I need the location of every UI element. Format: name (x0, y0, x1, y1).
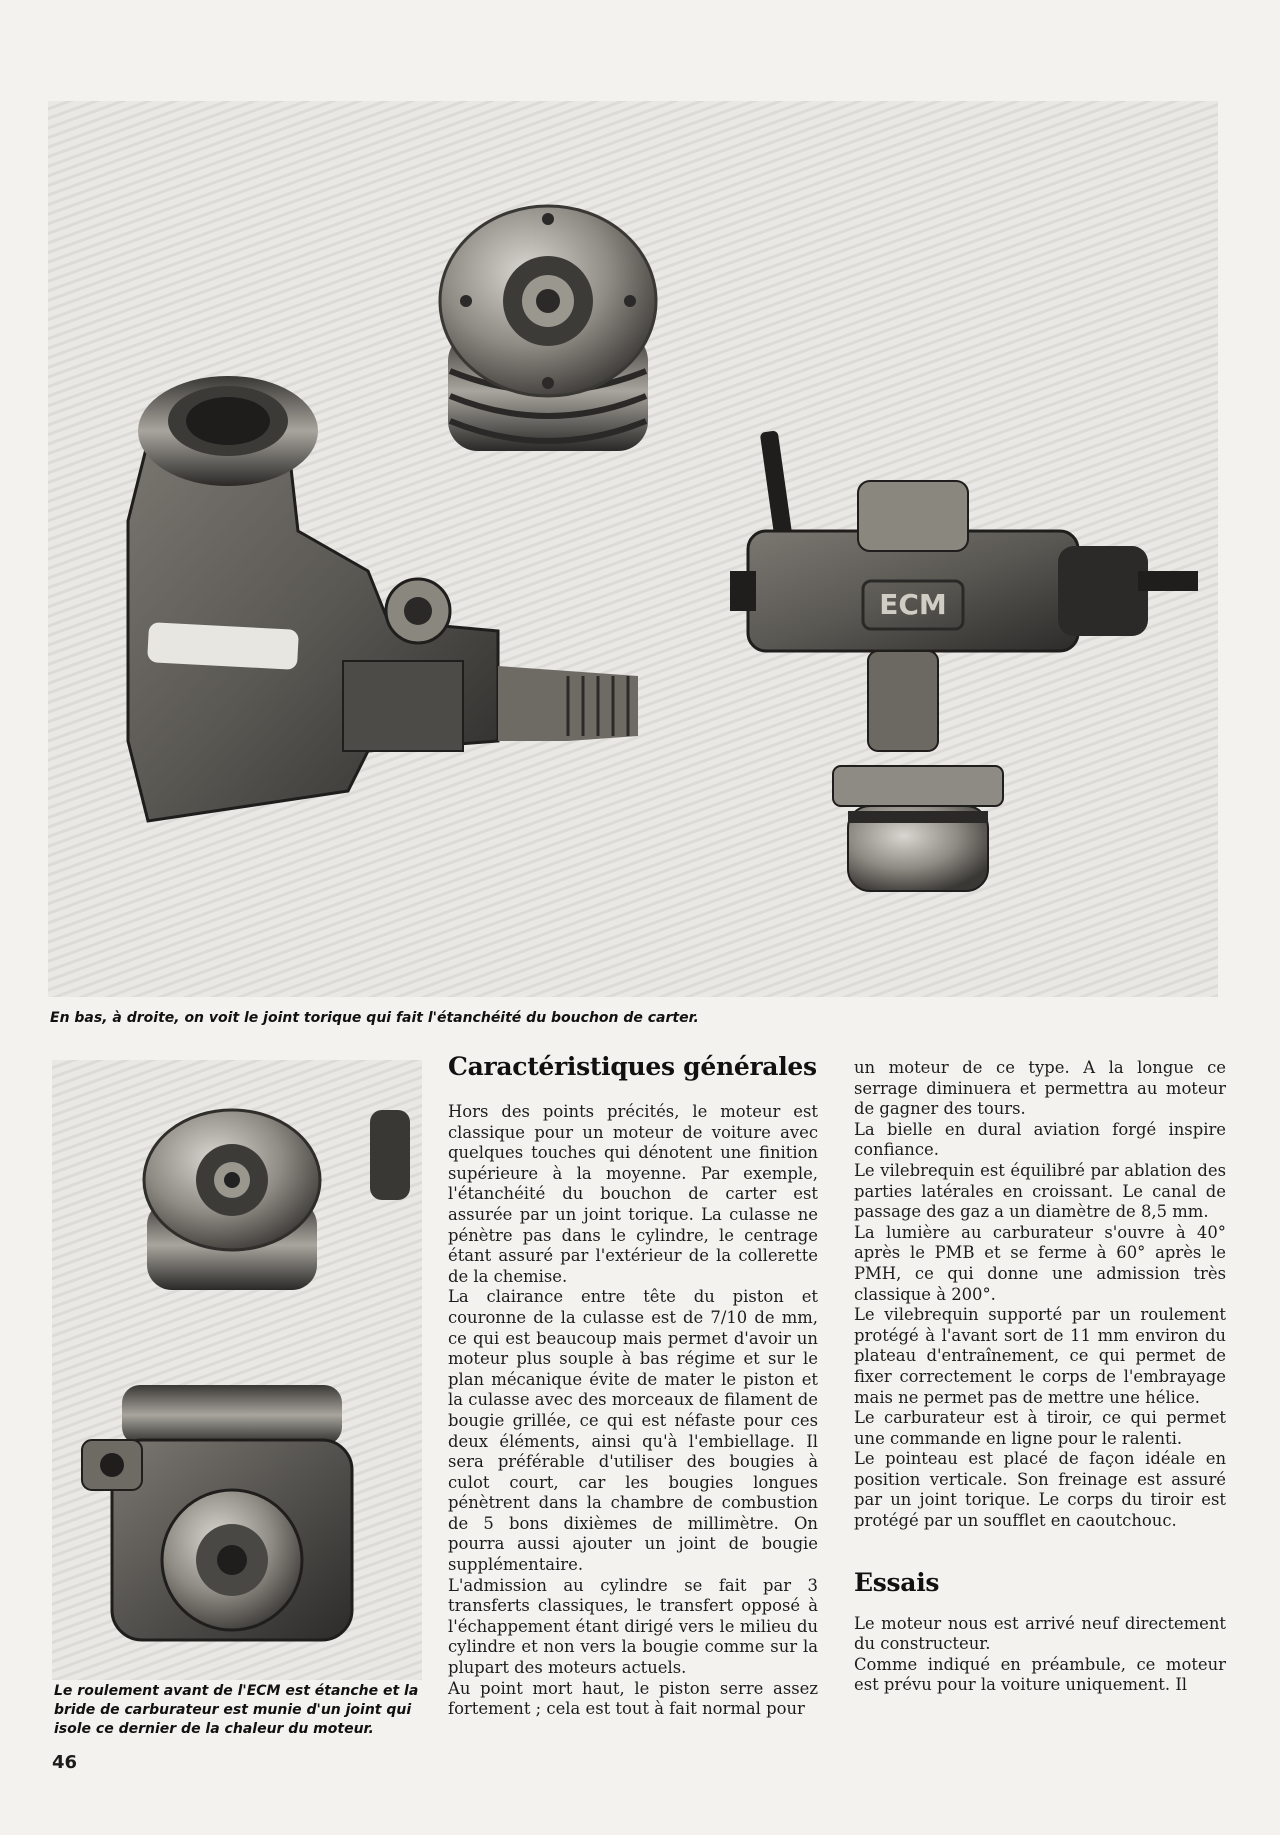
carburetor (730, 430, 1198, 751)
engine-front-view (82, 1385, 352, 1640)
paragraph: Hors des points précités, le moteur est classique pour un moteur de voiture avec quelques touches qui dénotent une finition supérieure à la moyenne. Par exemple, l'étanchéité du bouchon de carter est assurée par un joint torique. La culasse ne pénètre pas dans le cylindre, le centrage étant assuré par l'extérieur de la collerette de la chemise. (448, 1102, 818, 1286)
paragraph: La lumière au carburateur s'ouvre à 40° après le PMB et se ferme à 60° après le PMH, ce qui donne une admission très classique à 200°. (854, 1222, 1226, 1304)
paragraph: Le pointeau est placé de façon idéale en position verticale. Son freinage est assuré par un joint torique. Le corps du tiroir est protégé par un soufflet en caoutchouc. (854, 1449, 1226, 1531)
paragraph: Comme indiqué en préambule, ce moteur est prévu pour la voiture uniquement. Il (854, 1654, 1226, 1695)
page-number: 46 (52, 1752, 78, 1773)
paragraph: La clairance entre tête du piston et couronne de la culasse est de 7/10 de mm, ce qui est beaucoup mais permet d'avoir un moteur plus souple à bas régime et sur le plan mécanique évite de mater le piston et la culasse avec des morceaux de filament de bougie grillée, ce qui est néfaste pour ces deux éléments, ainsi qu'à l'embiellage. Il sera préférable d'utiliser des bougies à culot court, car les bougies longues pénètrent dans la chambre de combustion de 5 bons dixièmes de millimètre. On pourra aussi ajouter un joint de bougie supplémentaire. (448, 1287, 818, 1575)
paragraph: L'admission au cylindre se fait par 3 transferts classiques, le transfert opposé à l'échappement étant dirigé vers le milieu du cylindre et non vers la bougie comme sur la plupart des moteurs actuels. (448, 1575, 818, 1678)
top-photo-caption: En bas, à droite, on voit le joint torique qui fait l'étanchéité du bouchon de carter. (50, 1010, 699, 1026)
engine-front-photo (52, 1060, 422, 1680)
carburetor-marking: ECM (879, 588, 947, 621)
engine-parts-photo (48, 101, 1218, 997)
section-heading-essais: Essais (854, 1567, 940, 1597)
paragraph-continued: un moteur de ce type. A la longue ce serrage diminuera et permettra au moteur de gagner des tours. (854, 1058, 1226, 1119)
section-heading-characteristics: Caractéristiques générales (448, 1052, 817, 1081)
left-photo-caption: Le roulement avant de l'ECM est étanche et la bride de carburateur est munie d'un joint qui isole ce dernier de la chaleur du moteur. (54, 1683, 419, 1737)
paragraph: La bielle en dural aviation forgé inspire confiance. (854, 1119, 1226, 1160)
paragraph: Le vilebrequin supporté par un roulement protégé à l'avant sort de 11 mm environ du plateau d'entraînement, ce qui permet de fixer correctement le corps de l'embrayage mais ne permet pas de mettre une hélice. (854, 1305, 1226, 1407)
paragraph: Au point mort haut, le piston serre assez fortement ; cela est tout à fait normal pour (448, 1678, 818, 1719)
paragraph: Le vilebrequin est équilibré par ablation des parties latérales en croissant. Le canal de passage des gaz a un diamètre de 8,5 mm. (854, 1160, 1226, 1222)
engine-front-illustration (52, 1060, 422, 1680)
article-column-right (854, 1058, 1226, 1696)
cylinder-head (440, 206, 656, 451)
engine-parts-illustration (48, 101, 1218, 997)
small-cylinder-head (144, 1110, 320, 1290)
paragraph: Le moteur nous est arrivé neuf directement du constructeur. (854, 1613, 1226, 1654)
back-plug (833, 766, 1003, 891)
paragraph: Le carburateur est à tiroir, ce qui permet une commande en ligne pour le ralenti. (854, 1408, 1226, 1448)
article-column-middle (448, 1052, 818, 1720)
